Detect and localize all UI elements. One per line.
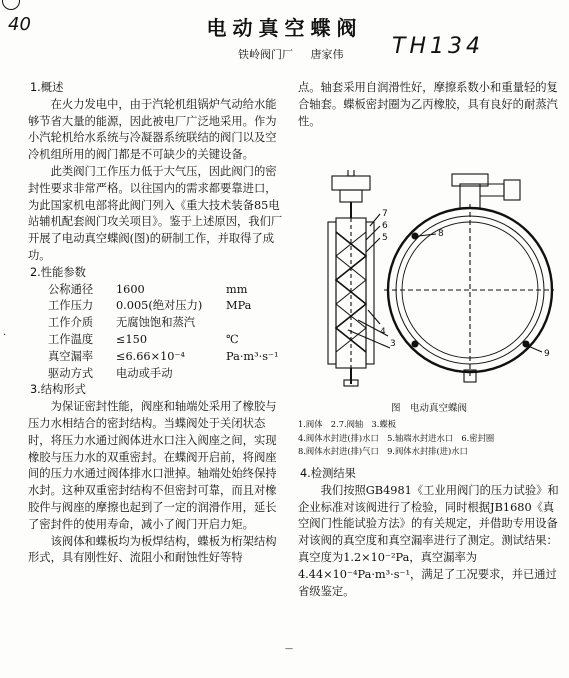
bottom-dash: — xyxy=(285,644,293,653)
param-row: 真空漏率 ≤6.66×10⁻⁴ Pa·m³·s⁻¹ xyxy=(48,349,279,363)
paragraph: 点。轴套采用自润滑性好，摩擦系数小和重量轻的复合轴套。蝶板密封圈为乙丙橡胶，具有良好的耐蒸汽性。 xyxy=(298,81,558,128)
callout-8: 8 xyxy=(438,229,444,239)
param-row: 工作温度 ≤150 ℃ xyxy=(48,332,239,346)
section-heading-overview: 1.概述 xyxy=(30,81,64,94)
section-heading-results: 4.检测结果 xyxy=(300,467,356,480)
params-list xyxy=(28,282,284,383)
actuator-head xyxy=(332,176,370,190)
param-row: 公称通径 1600 mm xyxy=(48,282,248,296)
right-column-lower xyxy=(298,466,560,600)
callout-6: 6 xyxy=(382,221,388,231)
param-row: 工作压力 0.005(绝对压力) MPa xyxy=(48,299,252,313)
paragraph: 该阀体和蝶板均为板焊结构，蝶板为桁架结构形式，具有刚性好、流阻小和耐蚀性好等特 xyxy=(28,534,277,565)
figure-caption: 图 电动真空蝶阀 xyxy=(390,403,467,414)
paragraph: 为保证密封性能，阀座和轴端处采用了橡胶与压力水相结合的密封结构。当蝶阀处于关闭状态时，将压力水通过阀体进水口注入阀座之间，实现橡胶与压力水的双重密封。在蝶阀开启前，将阀座间的压力水通过阀体排水口泄掉。轴端处始终保持水封。这种双重密封结构不但密封可靠，而且对橡胶件与阀座的摩擦也起到了一定的润滑作用，延长了密封件的使用寿命，减小了阀门开启力矩。 xyxy=(28,400,277,531)
legend-line: 4.阀体水封进(排)水口 5.轴端水封进水口 6.密封圈 xyxy=(298,432,495,443)
author-org: 铁岭阀门厂 xyxy=(238,48,293,61)
callout-7: 7 xyxy=(382,209,388,219)
legend-line: 8.阀体水封进(排)气口 9.阀体水封排(进)水口 xyxy=(298,446,468,456)
legend-line: 1.阀体 2.7.阀轴 3.蝶板 xyxy=(298,419,397,429)
figure-legend xyxy=(298,418,560,459)
valve-drawing xyxy=(318,170,554,390)
handwritten-code: TH134 xyxy=(392,34,484,59)
section-heading-structure: 3.结构形式 xyxy=(30,383,86,397)
paragraph: 此类阀门工作压力低于大气压，因此阀门的密封性要求非常严格。以往国内的需求都要靠进口，为此国家机电部将此阀门列入《重大技术装备85电站辅机配套阀门攻关项目》。鉴于上述原因，我们厂开展了电动真空蝶阀(图)的研制工作，并取得了成功。 xyxy=(28,164,283,262)
callout-4: 4 xyxy=(380,327,386,337)
section-heading-params: 2.性能参数 xyxy=(30,265,86,279)
callout-3: 3 xyxy=(390,339,396,349)
margin-dot: · xyxy=(3,330,7,341)
author-name: 唐家伟 xyxy=(310,48,344,61)
right-column xyxy=(298,80,560,130)
page-number: 40 xyxy=(8,14,31,35)
param-row: 工作介质 无腐蚀饱和蒸汽 xyxy=(48,316,196,330)
param-row: 驱动方式 电动或手动 xyxy=(48,366,173,380)
article-title: 电动真空蝶阀 xyxy=(206,16,363,40)
actuator-block xyxy=(340,190,362,202)
paragraph: 我们按照GB4981《工业用阀门的压力试验》和企业标准对该阀进行了检验，同时根据JB1680《真空阀门性能试验方法》的有关规定，并借助专用设备对该阀的真空度和真空漏率进行了测定。测试结果：真空度为1.2×10⁻²Pa，真空漏率为4.44×10⁻⁴Pa·m³·s⁻¹，满足了工况要求，并已通过省级鉴定。 xyxy=(298,483,559,598)
paragraph: 在火力发电中，由于汽轮机组锅炉气动给水能够节省大量的能源，因此被电厂广泛地采用。作为小汽轮机给水系统与冷凝器系统联结的阀门以及空冷机组所用的阀门都是不可缺少的关键设备。 xyxy=(28,97,277,162)
callout-9: 9 xyxy=(544,349,550,359)
left-column xyxy=(28,80,284,567)
byline xyxy=(238,46,358,62)
corner-circle-mark xyxy=(2,0,20,10)
callout-5: 5 xyxy=(382,233,388,243)
